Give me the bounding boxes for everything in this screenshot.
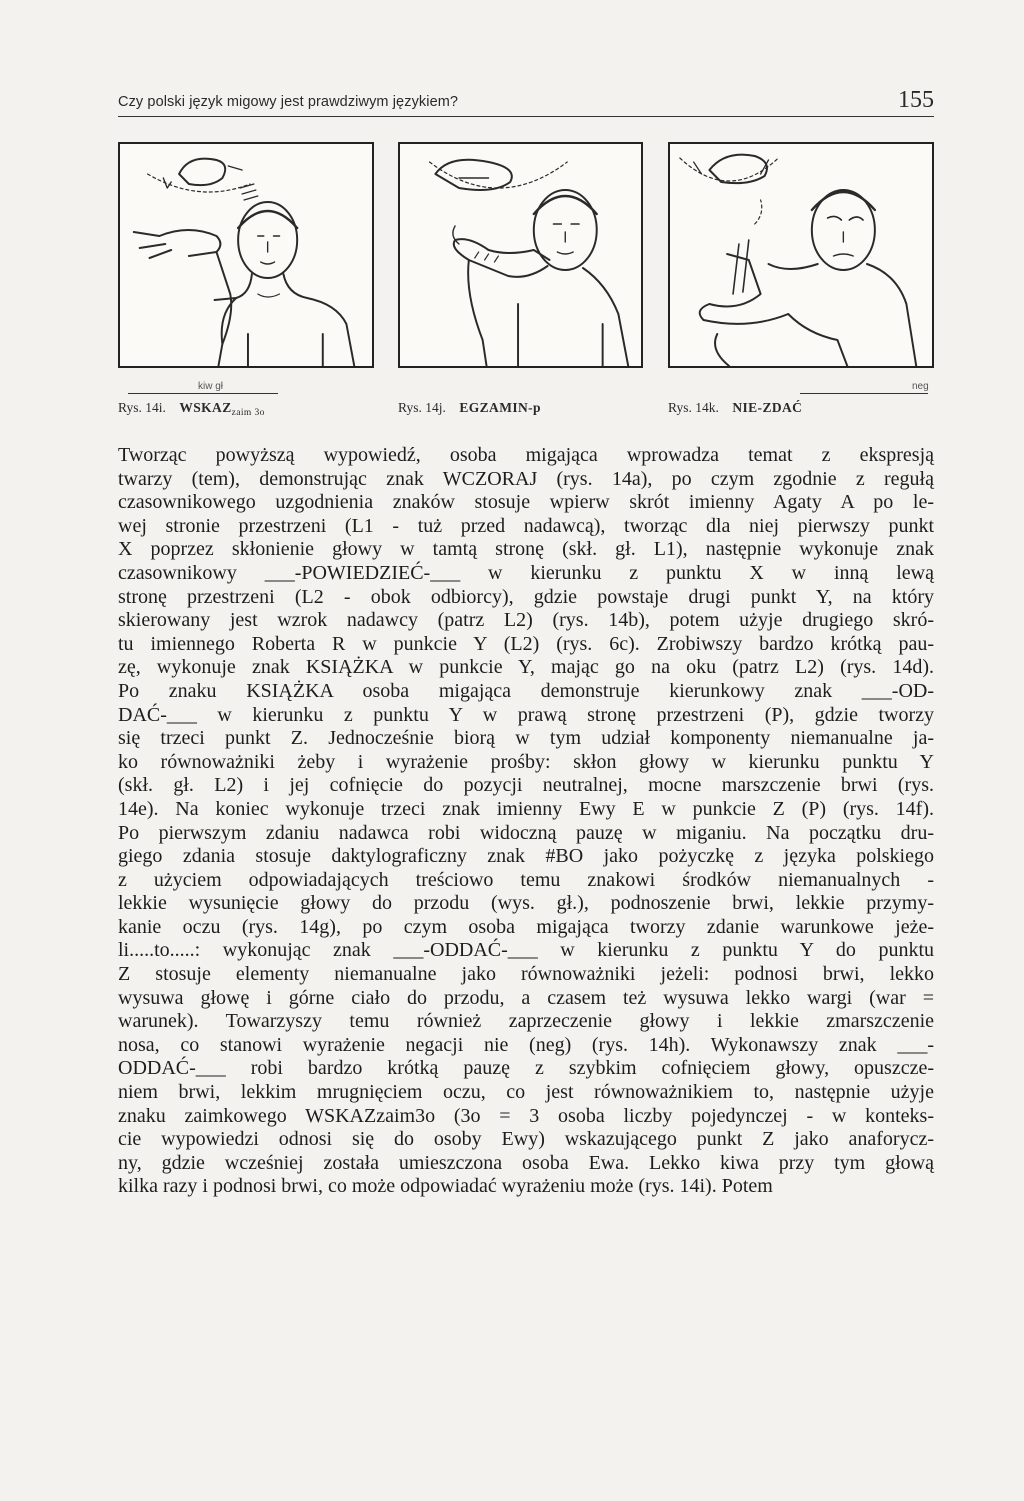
sign-gloss-text: WSKAZ bbox=[179, 400, 232, 415]
text-line: stronę przestrzeni (L2 - obok odbiorcy), gdzie powstaje drugi punkt Y, na który bbox=[118, 585, 934, 608]
text-line: czasownikowy ___-POWIEDZIEĆ-___ w kierunku z punktu X w inną lewą bbox=[118, 561, 934, 584]
figure-14i bbox=[118, 142, 374, 418]
figure-14k bbox=[668, 142, 934, 417]
nonmanual-annotation: neg bbox=[912, 381, 929, 392]
nonmanual-annotation-row bbox=[118, 372, 374, 394]
text-line: tu imiennego Roberta R w punkcie Y (L2) (rys. 6c). Zrobiwszy bardzo krótką pau- bbox=[118, 632, 934, 655]
text-line: niem brwi, lekkim mrugnięciem oczu, co jest równoważnikiem to, następnie użyje bbox=[118, 1081, 934, 1104]
figure-caption bbox=[668, 400, 934, 417]
sign-illustration-pointing-icon bbox=[120, 144, 372, 366]
nonmanual-annotation-row bbox=[398, 372, 643, 394]
text-line: giego zdania stosuje daktylograficzny znak #BO jako pożyczkę z języka polskiego bbox=[118, 845, 934, 868]
nonmanual-annotation-row bbox=[668, 372, 934, 394]
nonmanual-annotation: kiw gł bbox=[198, 381, 224, 392]
figure-label: Rys. 14j. bbox=[398, 400, 446, 415]
text-line: nosa, co stanowi wyrażenie negacji nie (neg) (rys. 14h). Wykonawszy znak ___- bbox=[118, 1033, 934, 1056]
text-line: DAĆ-___ w kierunku z punktu Y w prawą stronę przestrzeni (P), gdzie tworzy bbox=[118, 703, 934, 726]
text-line: Tworząc powyższą wypowiedź, osoba migająca wprowadza temat z ekspresją bbox=[118, 444, 934, 466]
nonmanual-scope-line bbox=[128, 393, 278, 394]
figure-caption bbox=[118, 400, 374, 418]
text-line: czasownikowego uzgodnienia znaków stosuje wpierw skrót imienny Agaty A po le- bbox=[118, 491, 934, 514]
text-line: X poprzez skłonienie głowy w tamtą stronę (skł. gł. L1), następnie wykonuje znak bbox=[118, 538, 934, 561]
running-head bbox=[118, 84, 934, 117]
text-line: znaku zaimkowego WSKAZzaim3o (3o = 3 osoba liczby pojedynczej - w konteks- bbox=[118, 1104, 934, 1127]
text-line: kanie oczu (rys. 14g), po czym osoba migająca tworzy zdanie warunkowe jeże- bbox=[118, 915, 934, 938]
page-number: 155 bbox=[898, 87, 934, 113]
figure-frame bbox=[118, 142, 374, 368]
figure-label: Rys. 14k. bbox=[668, 400, 719, 415]
figure-caption bbox=[398, 400, 643, 417]
text-line: warunek). Towarzyszy temu również zaprzeczenie głowy i lekkie zmarszczenie bbox=[118, 1010, 934, 1033]
text-line: się trzeci punkt Z. Jednocześnie biorą w tym udział komponenty niemanualne ja- bbox=[118, 727, 934, 750]
sign-gloss: NIE-ZDAĆ bbox=[732, 400, 803, 415]
sign-illustration-fail-icon bbox=[670, 144, 932, 366]
text-line: lekkie wysunięcie głowy do przodu (wys. gł.), podnoszenie brwi, lekkie przymy- bbox=[118, 892, 934, 915]
text-line: ko równoważniki żeby i wyrażenie prośby: skłon głowy w kierunku punktu Y bbox=[118, 750, 934, 773]
text-line: li.....to.....: wykonując znak ___-ODDAĆ-___ w kierunku z punktu Y do punktu bbox=[118, 939, 934, 962]
figure-frame bbox=[398, 142, 643, 368]
text-line: cie wypowiedzi odnosi się do osoby Ewy) wskazującego punkt Z jako anaforycz- bbox=[118, 1128, 934, 1151]
text-line: twarzy (tem), demonstrując znak WCZORAJ (rys. 14a), po czym zgodnie z regułą bbox=[118, 467, 934, 490]
text-line: z użyciem odpowiadających treściowo temu znakowi środków niemanualnych - bbox=[118, 868, 934, 891]
figure-frame bbox=[668, 142, 934, 368]
text-line: kilka razy i podnosi brwi, co może odpowiadać wyrażeniu może (rys. 14i). Potem bbox=[118, 1175, 773, 1198]
text-line: skierowany jest wzrok nadawcy (patrz L2) (rys. 14b), potem użyje drugiego skró- bbox=[118, 609, 934, 632]
text-line: Po znaku KSIĄŻKA osoba migająca demonstruje kierunkowy znak ___-OD- bbox=[118, 679, 934, 702]
running-title: Czy polski język migowy jest prawdziwym językiem? bbox=[118, 94, 459, 110]
text-line: wysuwa głowę i górne ciało do przodu, a czasem też wysuwa lekko wargi (war = bbox=[118, 986, 934, 1009]
sign-gloss: EGZAMIN-p bbox=[459, 400, 541, 415]
text-line: 14e). Na koniec wykonuje trzeci znak imienny Ewy E w punkcie Z (P) (rys. 14f). bbox=[118, 797, 934, 820]
text-line: Po pierwszym zdaniu nadawca robi widoczną pauzę w miganiu. Na początku dru- bbox=[118, 821, 934, 844]
text-line: ODDAĆ-___ robi bardzo krótką pauzę z szybkim cofnięciem głowy, opuszcze- bbox=[118, 1057, 934, 1080]
text-line: wej stronie przestrzeni (L1 - tuż przed nadawcą), tworząc dla niej pierwszy punkt bbox=[118, 514, 934, 537]
text-line: ny, gdzie wcześniej została umieszczona osoba Ewa. Lekko kiwa przy tym głową bbox=[118, 1151, 934, 1174]
sign-gloss-subscript: zaim 3o bbox=[231, 408, 265, 418]
body-text bbox=[118, 444, 934, 1199]
sign-illustration-exam-icon bbox=[400, 144, 641, 366]
figure-label: Rys. 14i. bbox=[118, 400, 166, 415]
text-line: (skł. gł. L2) i jej cofnięcie do pozycji neutralnej, mocne marszczenie brwi (rys. bbox=[118, 774, 934, 797]
text-line: Z stosuje elementy niemanualne jako równoważniki jeżeli: podnosi brwi, lekko bbox=[118, 963, 934, 986]
sign-gloss bbox=[179, 400, 265, 418]
nonmanual-scope-line bbox=[800, 393, 928, 394]
figure-14j bbox=[398, 142, 643, 417]
text-line: zę, wykonuje znak KSIĄŻKA w punkcie Y, mając go na oku (patrz L2) (rys. 14d). bbox=[118, 656, 934, 679]
